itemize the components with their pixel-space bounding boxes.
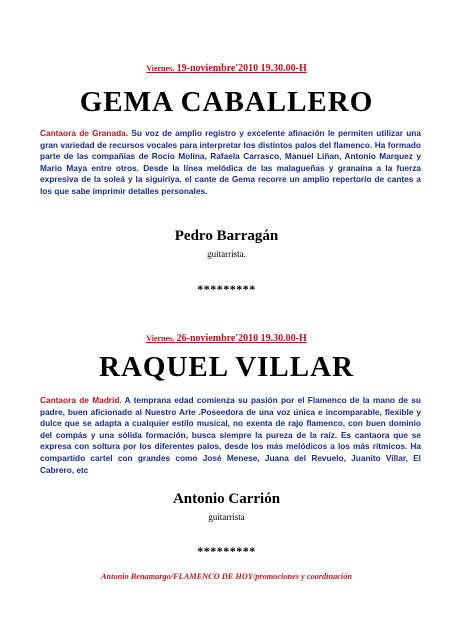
event-1-guitarist-role: guitarrista. xyxy=(207,249,246,259)
event-1-bio-origin: Cantaora de Granada. xyxy=(40,128,129,138)
event-2-guitarist-role: guitarrista xyxy=(208,512,245,522)
event-2-separator: ********* xyxy=(197,544,256,558)
event-1-bio xyxy=(40,128,421,198)
event-2-date-day: Viernes, xyxy=(146,334,175,343)
event-1-date-rest: 19-noviembre'2010 19.30.00-H xyxy=(174,63,307,74)
event-2-bio-text: A temprana edad comienza su pasión por el Flamenco de la mano de su padre, buen aficionado al Nuestro Arte .Poseedora de una voz única e incomparable, flexible y dulce que se adapta a cualquier estilo musical, no exenta de rajo flamenco, con buen dominio del compás y una sólida formación, busca siempre la pureza de la raíz. Es cantaora que se expresa con soltura por los diferentes palos, desde los más melódicos a los más rítmicos. Ha compartido cartel con grandes como José Menese, Juana del Revuelo, Juanito Villar, El Cabrero, etc xyxy=(40,395,421,475)
event-1-guitarist-name: Pedro Barragán xyxy=(174,228,279,244)
event-2-artist-name: RAQUEL VILLAR xyxy=(99,351,354,383)
footer-credits: Antonio Benamargo/FLAMENCO DE HOY/promociones y coordinación xyxy=(100,572,352,581)
event-2-bio-origin: Cantaora de Madrid. xyxy=(40,395,122,405)
event-1-date-day: Viernes, xyxy=(146,64,175,73)
event-2-date xyxy=(0,333,453,344)
event-2-bio xyxy=(40,395,421,476)
event-1-separator: ********* xyxy=(197,282,256,296)
event-1-artist-name: GEMA CABALLERO xyxy=(79,86,374,118)
event-1-date xyxy=(0,63,453,74)
event-2-date-rest: 26-noviembre'2010 19.30.00-H xyxy=(174,333,307,344)
event-1-bio-text: Su voz de amplio registro y excelente afinación le permiten utilizar una gran variedad de recursos vocales para interpretar los distintos palos del flamenco. Ha formado parte de las compañías de Rocío Molina, Rafaela Carrasco, Manuel Liñan, Antonio Marquez y Mario Maya entre otros. Desde la línea melódica de las malagueñas y granaína a la fuerza expresiva de la soleá y la siguiriya, el cante de Gema recorre un amplio repertorio de cantes a los que sabe imprimir detalles personales. xyxy=(40,128,421,196)
event-2-guitarist-name: Antonio Carrión xyxy=(172,491,281,507)
